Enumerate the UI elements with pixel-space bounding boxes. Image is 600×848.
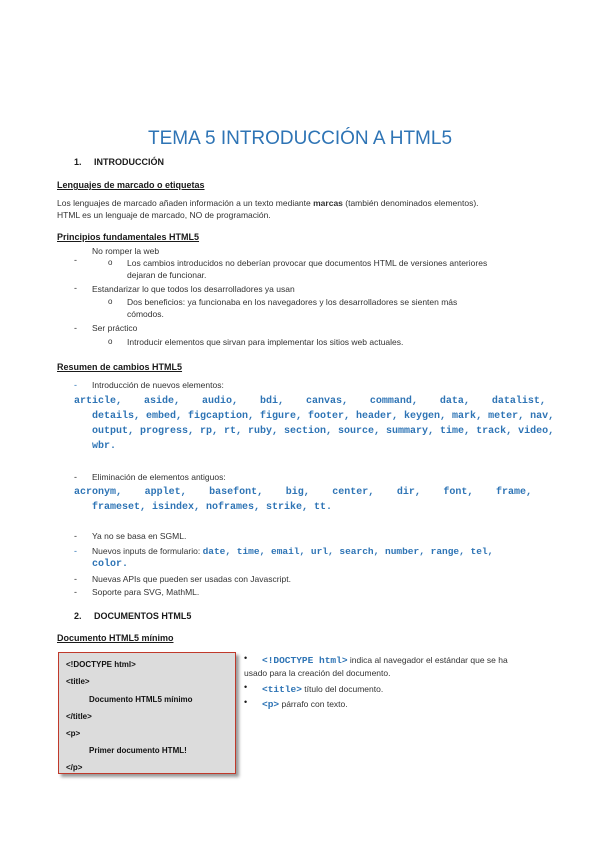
elim-elementos-line: acronym, applet, basefont, big, center, dir, font, frame,	[74, 487, 532, 498]
soporte-item: Soporte para SVG, MathML.	[92, 587, 200, 597]
heading-documento-minimo: Documento HTML5 mínimo	[57, 633, 174, 643]
code-line: </p>	[66, 763, 83, 772]
dash-bullet: -	[74, 531, 77, 541]
note-title: <title> título del documento.	[262, 684, 384, 695]
inputs-item: Nuevos inputs de formulario: date, time, email, url, search, number, range, tel,	[92, 546, 494, 557]
circle-bullet-icon: o	[108, 258, 113, 267]
nuevos-label: Introducción de nuevos elementos:	[92, 380, 224, 390]
dash-bullet: -	[74, 472, 77, 482]
nuevos-elementos-line: wbr.	[92, 441, 117, 452]
inputs-item-cont: color.	[92, 559, 129, 570]
bullet-dot-icon: •	[244, 653, 248, 663]
dash-bullet: -	[74, 283, 77, 293]
dash-bullet: -	[74, 323, 77, 333]
bullet-dot-icon: •	[244, 682, 248, 692]
dash-bullet: -	[74, 380, 77, 390]
nuevos-elementos-line: details, embed, figcaption, figure, footer, header, keygen, mark, meter, nav,	[92, 411, 555, 422]
apis-item: Nuevas APIs que pueden ser usadas con Javascript.	[92, 574, 291, 584]
code-line: <!DOCTYPE html>	[66, 660, 136, 669]
code-line: Documento HTML5 mínimo	[89, 695, 193, 704]
principio-sub: Los cambios introducidos no deberían provocar que documentos HTML de versiones anteriores	[127, 258, 488, 268]
sgml-item: Ya no se basa en SGML.	[92, 531, 187, 541]
code-line: </title>	[66, 712, 92, 721]
principio-sub: Introducir elementos que sirvan para implementar los sitios web actuales.	[127, 337, 404, 347]
dash-bullet: -	[74, 574, 77, 584]
elim-label: Eliminación de elementos antiguos:	[92, 472, 226, 482]
code-example-box	[58, 652, 236, 774]
principio-sub-cont: cómodos.	[127, 309, 164, 319]
note-p: <p> párrafo con texto.	[262, 699, 348, 710]
principio-item: Ser práctico	[92, 323, 138, 333]
circle-bullet-icon: o	[108, 337, 113, 346]
dash-bullet: -	[74, 255, 77, 265]
nuevos-elementos-line: article, aside, audio, bdi, canvas, command, data, datalist,	[74, 396, 546, 407]
note-doctype-cont: usado para la creación del documento.	[244, 668, 391, 678]
circle-bullet-icon: o	[108, 297, 113, 306]
heading-resumen: Resumen de cambios HTML5	[57, 362, 183, 372]
bullet-dot-icon: •	[244, 697, 248, 707]
code-line: <title>	[66, 677, 90, 686]
section-heading-documentos: 2. DOCUMENTOS HTML5	[74, 611, 192, 621]
code-line: <p>	[66, 729, 81, 738]
heading-lenguajes: Lenguajes de marcado o etiquetas	[57, 180, 205, 190]
dash-bullet: -	[74, 587, 77, 597]
paragraph-lenguajes: Los lenguajes de marcado añaden información a un texto mediante marcas (también denominados elementos). HTML es un lenguaje de marcado, NO de programación.	[57, 198, 479, 220]
principio-sub: Dos beneficios: ya funcionaba en los navegadores y los desarrolladores se sienten más	[127, 297, 458, 307]
note-doctype: <!DOCTYPE html> indica al navegador el estándar que se ha	[262, 655, 508, 666]
principio-item: Estandarizar lo que todos los desarrolladores ya usan	[92, 284, 295, 294]
dash-bullet: -	[74, 546, 77, 556]
section-heading-intro: 1. INTRODUCCIÓN	[74, 157, 164, 167]
heading-principios: Principios fundamentales HTML5	[57, 232, 200, 242]
nuevos-elementos-line: output, progress, rp, rt, ruby, section, source, summary, time, track, video,	[92, 426, 555, 437]
principio-sub-cont: dejaran de funcionar.	[127, 270, 207, 280]
elim-elementos-line: frameset, isindex, noframes, strike, tt.	[92, 502, 333, 513]
page-title: TEMA 5 INTRODUCCIÓN A HTML5	[147, 128, 453, 149]
code-line: Primer documento HTML!	[89, 746, 187, 755]
principio-item: No romper la web	[92, 246, 160, 256]
